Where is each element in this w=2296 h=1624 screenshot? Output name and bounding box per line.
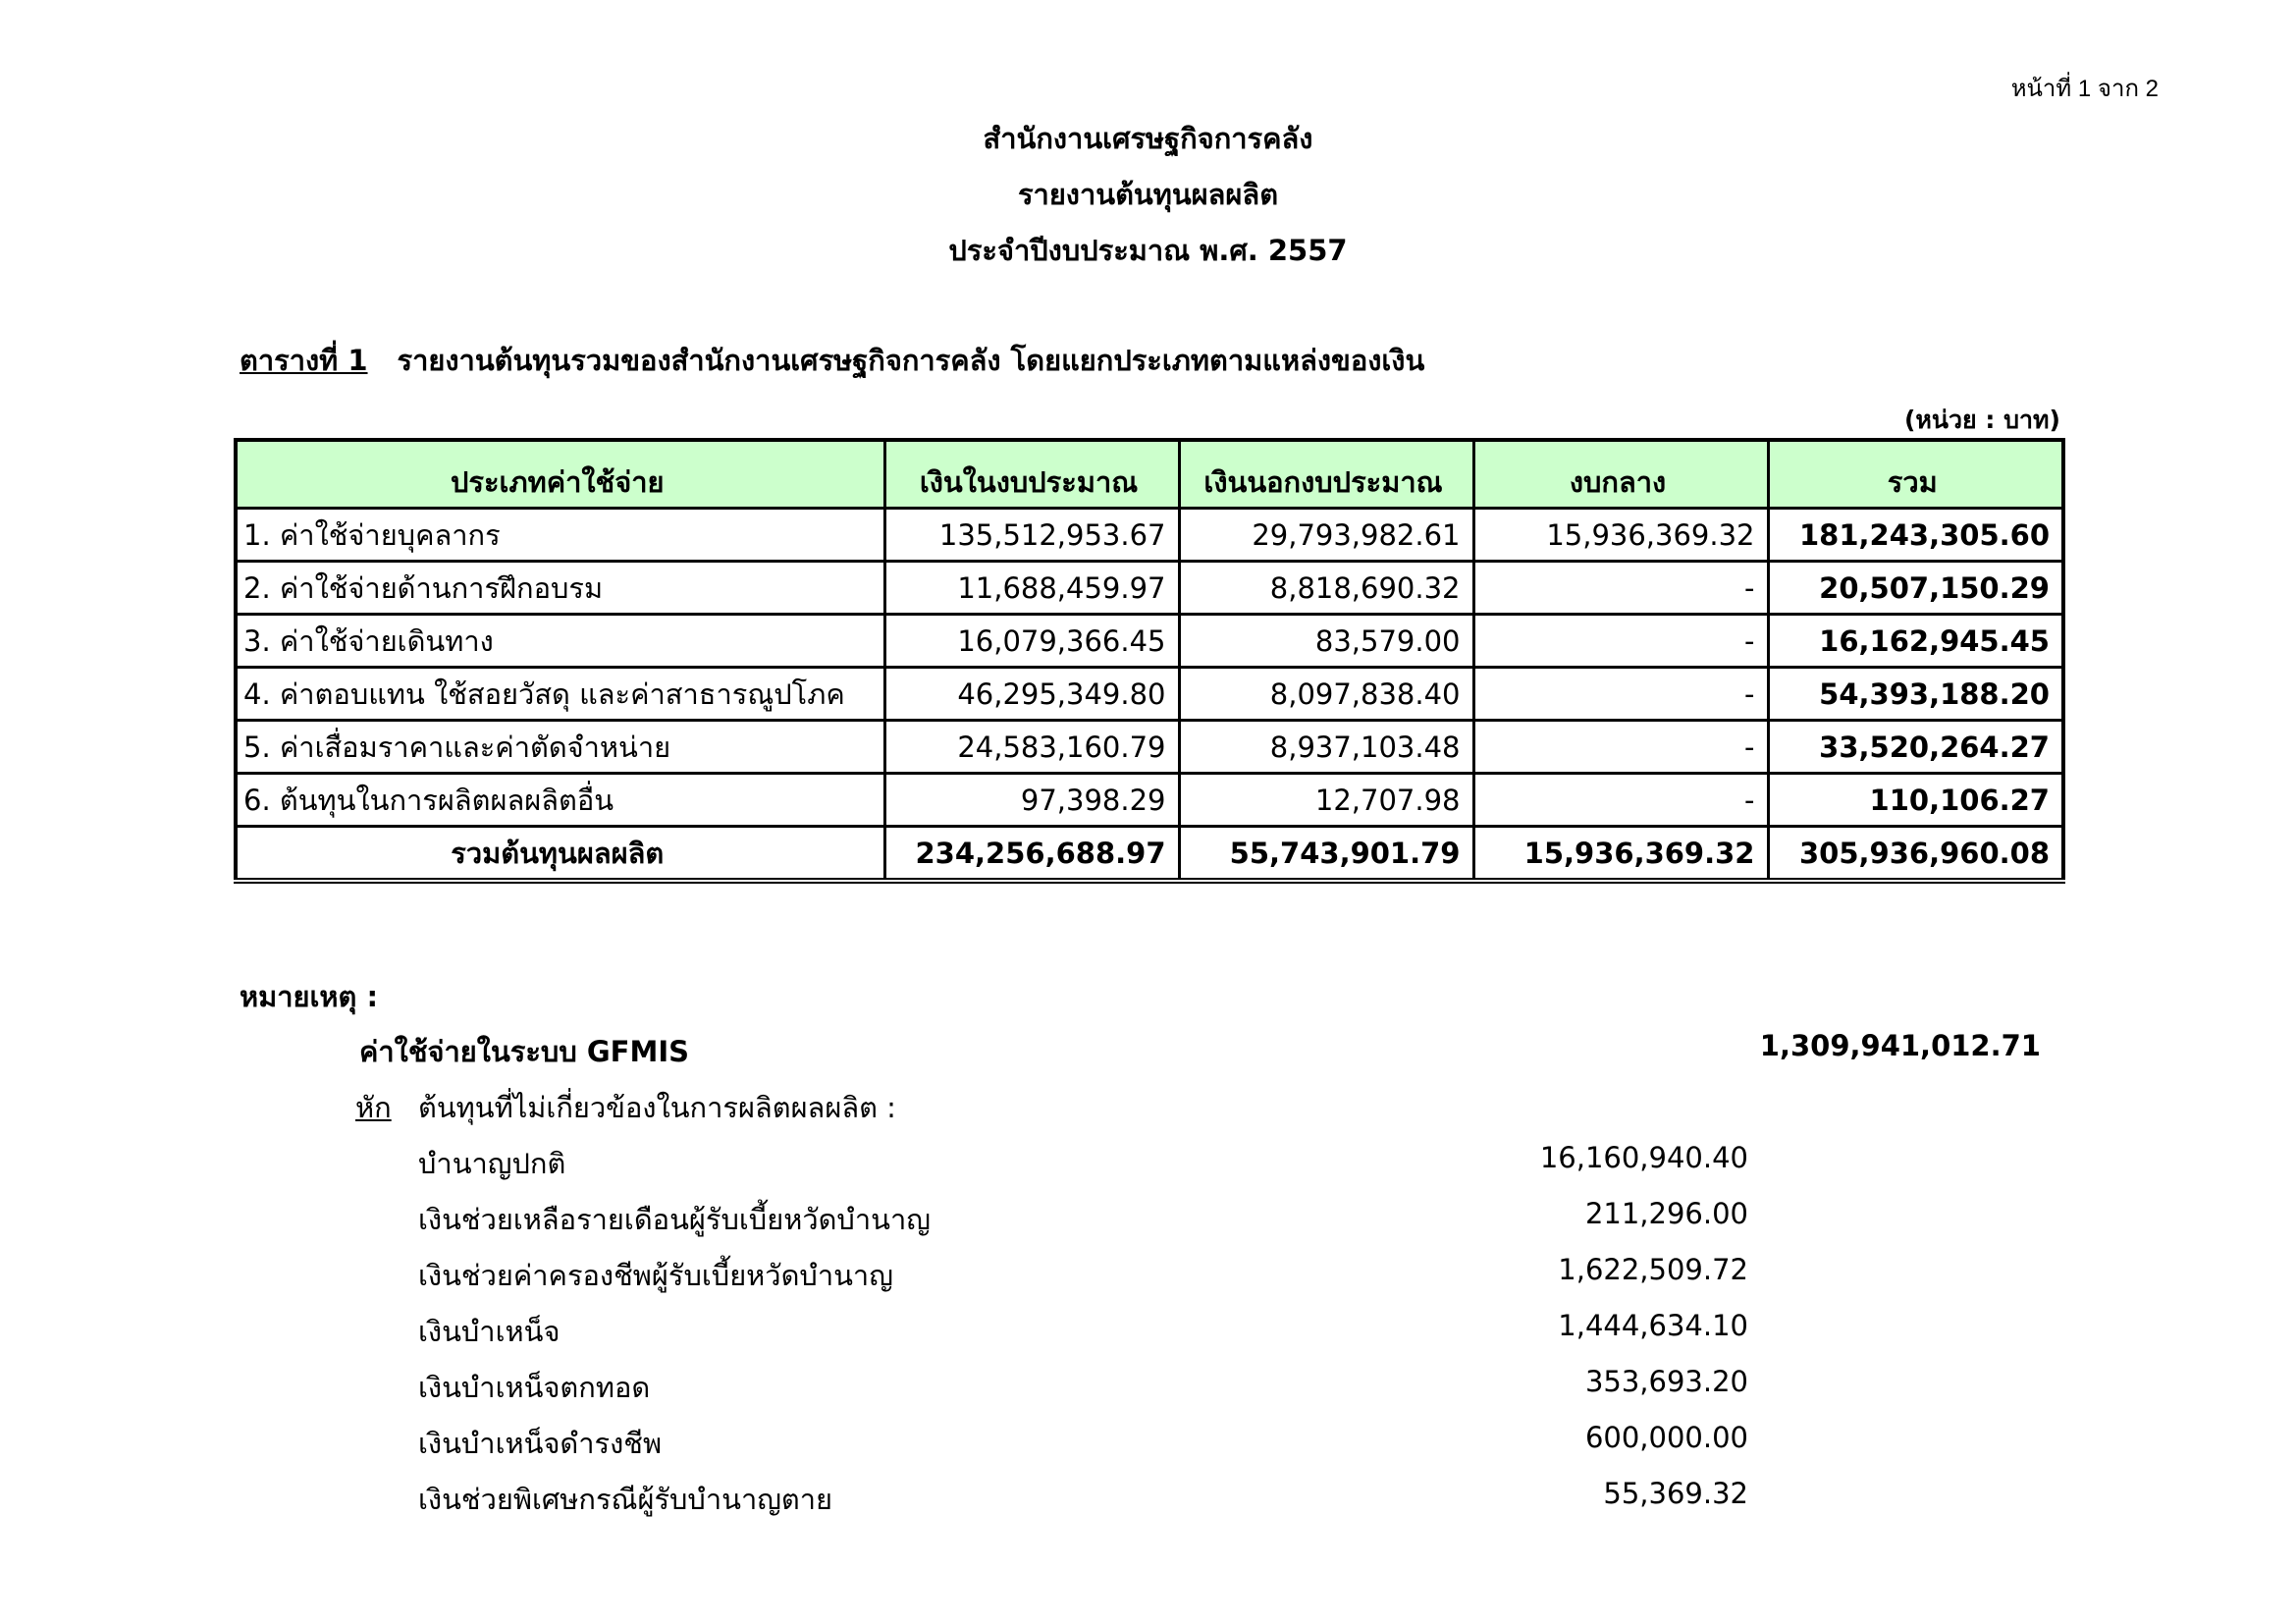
table-number: ตารางที่ 1 (240, 344, 368, 377)
row-off-budget: 29,793,982.61 (1179, 509, 1473, 562)
header-expense-type: ประเภทค่าใช้จ่าย (236, 440, 884, 509)
row-total: 54,393,188.20 (1768, 668, 2063, 721)
row-in-budget: 16,079,366.45 (884, 615, 1179, 668)
deduction-label: บำนาญปกติ (418, 1147, 566, 1180)
row-total: 20,507,150.29 (1768, 562, 2063, 615)
row-central-budget: - (1473, 774, 1768, 827)
table-row (236, 509, 2063, 562)
deduction-label: เงินช่วยพิเศษกรณีผู้รับบำนาญตาย (418, 1483, 833, 1516)
row-central-budget: - (1473, 668, 1768, 721)
deduction-amount: 211,296.00 (1584, 1197, 1748, 1230)
table-row (236, 668, 2063, 721)
table-caption (240, 338, 1424, 383)
table-row (236, 774, 2063, 827)
cost-table (234, 438, 2065, 884)
deduction-amount: 16,160,940.40 (1539, 1141, 1748, 1174)
row-total: 33,520,264.27 (1768, 721, 2063, 774)
page-number: หน้าที่ 1 จาก 2 (2010, 76, 2159, 102)
table-total-row (236, 827, 2063, 882)
row-central-budget: 15,936,369.32 (1473, 509, 1768, 562)
row-off-budget: 8,818,690.32 (1179, 562, 1473, 615)
report-title: รายงานต้นทุนผลผลิต (1017, 178, 1279, 211)
deduction-label: เงินช่วยเหลือรายเดือนผู้รับเบี้ยหวัดบำนาญ (418, 1203, 931, 1236)
grand-total: 305,936,960.08 (1768, 827, 2063, 882)
gfmis-amount: 1,309,941,012.71 (1759, 1029, 2041, 1062)
deduction-amount: 1,444,634.10 (1558, 1309, 1748, 1342)
deduct-label: ต้นทุนที่ไม่เกี่ยวข้องในการผลิตผลผลิต : (418, 1091, 896, 1124)
row-label: 3. ค่าใช้จ่ายเดินทาง (236, 615, 884, 668)
row-total: 181,243,305.60 (1768, 509, 2063, 562)
total-off-budget: 55,743,901.79 (1179, 827, 1473, 882)
row-in-budget: 97,398.29 (884, 774, 1179, 827)
total-label: รวมต้นทุนผลผลิต (236, 827, 884, 882)
total-central-budget: 15,936,369.32 (1473, 827, 1768, 882)
header-central-budget: งบกลาง (1473, 440, 1768, 509)
row-label: 2. ค่าใช้จ่ายด้านการฝึกอบรม (236, 562, 884, 615)
row-off-budget: 8,937,103.48 (1179, 721, 1473, 774)
gfmis-label: ค่าใช้จ่ายในระบบ GFMIS (359, 1035, 689, 1068)
deduction-amount: 353,693.20 (1584, 1365, 1748, 1398)
row-central-budget: - (1473, 721, 1768, 774)
deduction-label: เงินบำเหน็จ (418, 1315, 561, 1348)
deduct-keyword: หัก (355, 1091, 392, 1124)
table-header-row (236, 440, 2063, 509)
row-label: 1. ค่าใช้จ่ายบุคลากร (236, 509, 884, 562)
row-in-budget: 46,295,349.80 (884, 668, 1179, 721)
fiscal-year-title: ประจำปีงบประมาณ พ.ศ. 2557 (948, 234, 1348, 267)
deduction-amount: 600,000.00 (1584, 1421, 1748, 1454)
row-central-budget: - (1473, 562, 1768, 615)
row-off-budget: 83,579.00 (1179, 615, 1473, 668)
notes-title: หมายเหตุ : (240, 980, 379, 1013)
row-total: 110,106.27 (1768, 774, 2063, 827)
table-row (236, 562, 2063, 615)
table-row (236, 721, 2063, 774)
deduction-label: เงินช่วยค่าครองชีพผู้รับเบี้ยหวัดบำนาญ (418, 1259, 893, 1292)
table-row (236, 615, 2063, 668)
header-off-budget: เงินนอกงบประมาณ (1179, 440, 1473, 509)
row-off-budget: 12,707.98 (1179, 774, 1473, 827)
agency-title: สำนักงานเศรษฐกิจการคลัง (983, 122, 1313, 155)
deduction-label: เงินบำเหน็จดำรงชีพ (418, 1427, 663, 1460)
table-title: รายงานต้นทุนรวมของสำนักงานเศรษฐกิจการคลัง โดยแยกประเภทตามแหล่งของเงิน (397, 344, 1425, 377)
deduction-amount: 55,369.32 (1603, 1477, 1748, 1510)
row-label: 4. ค่าตอบแทน ใช้สอยวัสดุ และค่าสาธารณูปโภค (236, 668, 884, 721)
unit-label: (หน่วย : บาท) (1904, 406, 2060, 434)
row-in-budget: 24,583,160.79 (884, 721, 1179, 774)
deduction-label: เงินบำเหน็จตกทอด (418, 1371, 651, 1404)
row-central-budget: - (1473, 615, 1768, 668)
header-total: รวม (1768, 440, 2063, 509)
row-in-budget: 11,688,459.97 (884, 562, 1179, 615)
header-in-budget: เงินในงบประมาณ (884, 440, 1179, 509)
row-label: 5. ค่าเสื่อมราคาและค่าตัดจำหน่าย (236, 721, 884, 774)
deduction-amount: 1,622,509.72 (1558, 1253, 1748, 1286)
row-label: 6. ต้นทุนในการผลิตผลผลิตอื่น (236, 774, 884, 827)
row-off-budget: 8,097,838.40 (1179, 668, 1473, 721)
row-total: 16,162,945.45 (1768, 615, 2063, 668)
row-in-budget: 135,512,953.67 (884, 509, 1179, 562)
total-in-budget: 234,256,688.97 (884, 827, 1179, 882)
